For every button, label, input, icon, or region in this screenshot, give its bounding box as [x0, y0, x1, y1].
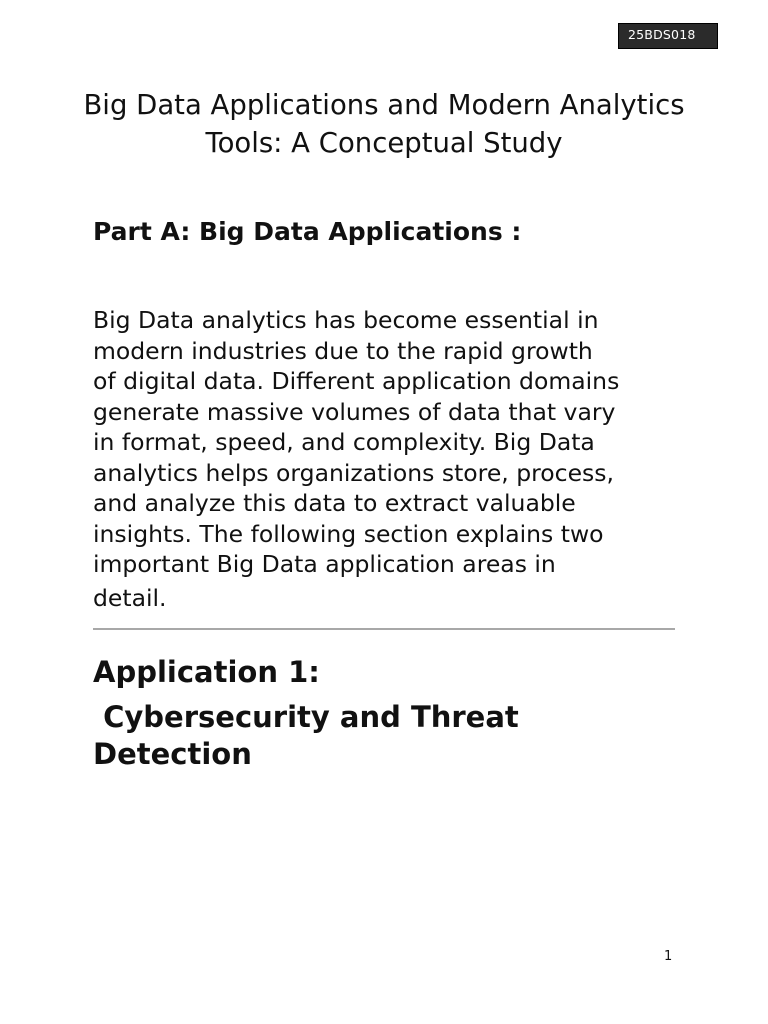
paragraph-line: modern industries due to the rapid growth: [93, 336, 593, 365]
application-subheading: [93, 699, 693, 773]
intro-paragraph: [93, 305, 693, 613]
subheading-line: Detection: [93, 737, 252, 771]
paragraph-line: important Big Data application areas in: [93, 550, 556, 578]
paragraph-line: insights. The following section explains two: [93, 519, 604, 548]
paragraph-line: in format, speed, and complexity. Big Data: [93, 428, 595, 456]
paragraph-line: and analyze this data to extract valuable: [93, 489, 576, 517]
document-title: Big Data Applications and Modern Analytics Tools: A Conceptual Study: [83, 89, 685, 159]
application-heading: Application 1:: [93, 655, 320, 689]
document-id-badge: 25BDS018: [618, 23, 718, 49]
subheading-line: Cybersecurity and Threat: [93, 700, 519, 734]
paragraph-line: of digital data. Different application domains: [93, 367, 620, 395]
paragraph-line: Big Data analytics has become essential in: [93, 306, 599, 334]
section-heading: Part A: Big Data Applications :: [93, 217, 522, 246]
horizontal-divider: [93, 628, 675, 630]
paragraph-line: generate massive volumes of data that vary: [93, 397, 616, 426]
page-number: 1: [664, 949, 673, 964]
paragraph-line: analytics helps organizations store, process,: [93, 458, 615, 487]
paragraph-line: detail.: [93, 583, 167, 612]
